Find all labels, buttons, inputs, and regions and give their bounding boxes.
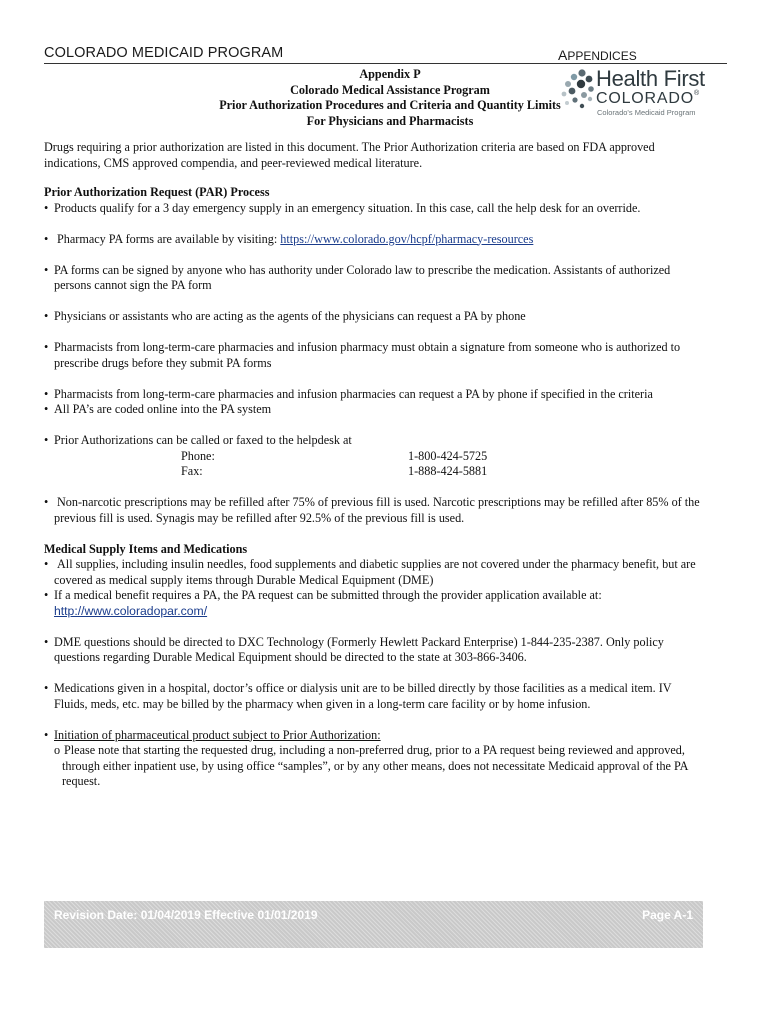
pharmacy-resources-link[interactable]: https://www.colorado.gov/hcpf/pharmacy-resources <box>280 231 534 246</box>
list-item <box>44 201 729 217</box>
list-item <box>44 387 729 403</box>
list-item <box>44 588 729 604</box>
document-title <box>190 67 590 129</box>
bullet-icon: • <box>44 433 49 447</box>
list-item-text: Pharmacy PA forms are available by visiting: <box>57 231 281 246</box>
list-item-text: Physicians or assistants who are acting as the agents of the physicians can request a PA by phone <box>54 309 526 323</box>
list-item-continuation: covered as medical supply items through Durable Medical Equipment (DME) <box>54 572 434 587</box>
page-footer <box>44 901 703 948</box>
document-body <box>44 140 729 790</box>
list-item-continuation: prescribe drugs before they submit PA forms <box>54 355 272 370</box>
list-item <box>44 433 729 449</box>
health-first-colorado-logo <box>560 66 730 118</box>
header-rule <box>44 63 727 64</box>
list-item <box>44 728 729 744</box>
people-cluster-icon <box>560 68 596 112</box>
coloradopar-link[interactable]: http://www.coloradopar.com/ <box>54 603 208 618</box>
list-item-continuation: persons cannot sign the PA form <box>54 278 212 292</box>
list-item-text: All supplies, including insulin needles, food supplements and diabetic supplies are not covered under the pharmacy benefit, but are <box>57 557 696 571</box>
bullet-icon: • <box>44 634 49 649</box>
list-item-continuation: questions regarding Durable Medical Equipment should be directed to the state at 303-866-3406. <box>54 650 527 664</box>
fax-label: Fax: <box>181 464 203 478</box>
sub-list-item-text: Please note that starting the requested drug, including a non-preferred drug, prior to a PA request being reviewed and approved, <box>64 743 685 757</box>
list-item-continuation <box>44 604 729 620</box>
title-line-3: Prior Authorization Procedures and Criteria and Quantity Limits <box>219 98 561 112</box>
fax-row <box>44 464 729 480</box>
list-item <box>44 263 729 279</box>
running-header-right-rest: PPENDICES <box>567 49 637 63</box>
bullet-icon: • <box>44 309 49 323</box>
bullet-icon: • <box>44 727 49 742</box>
logo-tagline: Colorado's Medicaid Program <box>597 108 696 117</box>
list-item <box>44 340 729 356</box>
bullet-icon: • <box>44 262 49 277</box>
bullet-icon: • <box>44 495 49 509</box>
bullet-icon: • <box>44 557 49 571</box>
list-item <box>44 557 729 573</box>
list-item <box>44 635 729 651</box>
bullet-icon: • <box>44 681 49 695</box>
list-item-continuation: previous fill is used. Synagis may be refilled after 92.5% of the previous fill is used. <box>54 510 465 525</box>
list-item-text: PA forms can be signed by anyone who has authority under Colorado law to prescribe the medication. Assistants of authorized <box>54 262 671 277</box>
list-item-text: Pharmacists from long-term-care pharmacies and infusion pharmacies can request a PA by phone if specified in the criteria <box>54 386 653 401</box>
phone-label: Phone: <box>181 448 215 463</box>
list-item-text: Products qualify for a 3 day emergency supply in an emergency situation. In this case, call the help desk for an override. <box>54 200 641 215</box>
list-item <box>44 309 729 325</box>
bullet-icon: • <box>44 402 49 416</box>
fax-value: 1-888-424-5881 <box>408 464 488 478</box>
list-item <box>44 495 729 511</box>
list-item-continuation: Fluids, meds, etc. may be billed by the pharmacy when given in a long-term care facility or by home infusion. <box>54 696 591 711</box>
section-heading-medical-supply: Medical Supply Items and Medications <box>44 541 248 556</box>
bullet-icon: • <box>44 231 49 246</box>
list-item-text: Prior Authorizations can be called or faxed to the helpdesk at <box>54 433 352 447</box>
list-item <box>44 402 729 418</box>
list-item-text: Pharmacists from long-term-care pharmacies and infusion pharmacy must obtain a signature from someone who is authorized to <box>54 340 681 354</box>
title-line-4: For Physicians and Pharmacists <box>306 113 474 128</box>
logo-state <box>596 90 700 108</box>
sub-list-item <box>44 743 729 759</box>
bullet-icon: • <box>44 588 49 602</box>
list-item-text: Medications given in a hospital, doctor’s office or dialysis unit are to be billed directly by those facilities as a medical item. IV <box>54 681 672 695</box>
sub-list-item-continuation: request. <box>62 774 101 788</box>
list-item-text: DME questions should be directed to DXC Technology (Formerly Hewlett Packard Enterprise) 1-844-235-2387. Only policy <box>54 634 664 649</box>
list-item <box>44 681 729 697</box>
phone-value: 1-800-424-5725 <box>408 448 488 463</box>
section-heading-par: Prior Authorization Request (PAR) Process <box>44 185 270 199</box>
title-line-2: Colorado Medical Assistance Program <box>290 82 490 97</box>
list-item-text: Non-narcotic prescriptions may be refilled after 75% of previous fill is used. Narcotic prescriptions may be refilled after 85% of the <box>57 495 700 509</box>
logo-state-text: COLORADO <box>596 90 694 107</box>
logo-name: Health First <box>596 66 705 91</box>
bullet-icon: • <box>44 386 49 401</box>
bullet-icon: • <box>44 340 49 354</box>
intro-line-2: indications, CMS approved compendia, and peer-reviewed medical literature. <box>44 155 423 170</box>
sub-list-item-continuation: through either inpatient use, by using office “samples”, or by any other means, does not necessitate Medicaid approval of the PA <box>62 758 689 773</box>
list-item-text: If a medical benefit requires a PA, the PA request can be submitted through the provider application available at: <box>54 588 602 602</box>
list-item <box>44 232 729 248</box>
list-item-text: All PA’s are coded online into the PA system <box>54 402 272 416</box>
list-item-text: Initiation of pharmaceutical product subject to Prior Authorization: <box>54 727 381 742</box>
bullet-icon: • <box>44 200 49 215</box>
page-number: Page A-1 <box>642 908 693 922</box>
phone-row <box>44 449 729 465</box>
title-line-1: Appendix P <box>359 67 421 81</box>
logo-trademark: ® <box>693 90 700 97</box>
hollow-bullet-icon: o <box>54 743 61 757</box>
revision-date: Revision Date: 01/04/2019 Effective 01/01/2019 <box>54 908 318 922</box>
running-header-left: COLORADO MEDICAID PROGRAM <box>44 45 284 61</box>
intro-line-1: Drugs requiring a prior authorization are listed in this document. The Prior Authorization criteria are based on FDA approved <box>44 140 655 154</box>
running-header-right <box>558 47 637 63</box>
running-header-right-initial: A <box>558 47 568 63</box>
